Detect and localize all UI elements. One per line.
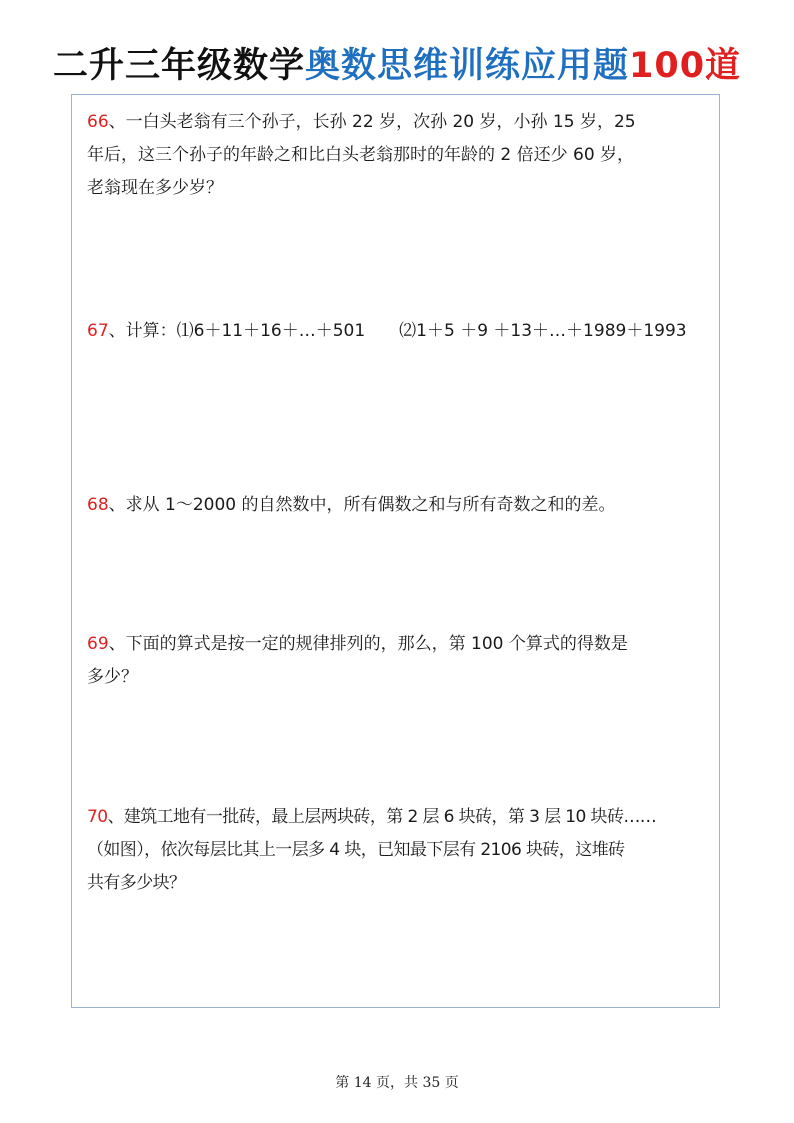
calc-part-1: ⑴6＋11＋16＋…＋501 bbox=[176, 321, 366, 341]
question-text: 、一白头老翁有三个孙子，长孙 22 岁，次孙 20 岁，小孙 15 岁，25 bbox=[108, 112, 636, 132]
question-line: 老翁现在多少岁？ bbox=[87, 178, 223, 198]
question-line bbox=[87, 489, 717, 522]
calc-part-2: ⑵1＋5 ＋9 ＋13＋…＋1989＋1993 bbox=[399, 321, 687, 341]
question-line: 年后，这三个孙子的年龄之和比白头老翁那时的年龄的 2 倍还少 60 岁， bbox=[87, 145, 635, 165]
question-text: 、下面的算式是按一定的规律排列的，那么，第 100 个算式的得数是 bbox=[108, 634, 628, 654]
question-number: 70 bbox=[87, 807, 108, 827]
question-line bbox=[87, 315, 717, 348]
question-line: 共有多少块？ bbox=[87, 873, 186, 893]
question-line bbox=[87, 106, 717, 139]
question-line: （如图），依次每层比其上一层多 4 块，已知最下层有 2106 块砖，这堆砖 bbox=[87, 840, 625, 860]
question-number: 68 bbox=[87, 495, 109, 515]
question-line bbox=[87, 628, 717, 661]
page-number: 第 14 页，共 35 页 bbox=[335, 1075, 459, 1091]
page-title bbox=[0, 38, 794, 88]
question-line: 多少？ bbox=[87, 667, 138, 687]
question-number: 69 bbox=[87, 634, 109, 654]
question-67 bbox=[87, 315, 717, 348]
question-text: 、求从 1～2000 的自然数中，所有偶数之和与所有奇数之和的差。 bbox=[108, 495, 616, 515]
question-66 bbox=[87, 106, 717, 205]
title-count: 100道 bbox=[628, 46, 742, 86]
question-68 bbox=[87, 489, 717, 522]
question-line bbox=[87, 801, 717, 834]
question-number: 66 bbox=[87, 112, 109, 132]
question-69 bbox=[87, 628, 717, 694]
question-70 bbox=[87, 801, 717, 900]
question-number: 67 bbox=[87, 321, 109, 341]
title-grade: 二升三年级数学 bbox=[52, 46, 305, 86]
question-text: 、计算： bbox=[108, 321, 177, 341]
question-text: 、建筑工地有一批砖，最上层两块砖，第 2 层 6 块砖，第 3 层 10 块砖…… bbox=[107, 807, 657, 827]
title-topic: 奥数思维训练应用题 bbox=[304, 46, 629, 86]
